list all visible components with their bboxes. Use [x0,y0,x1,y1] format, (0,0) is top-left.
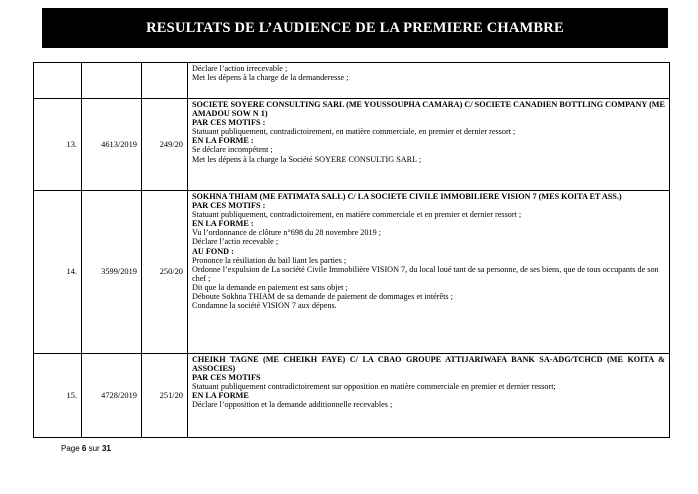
results-table [33,62,670,438]
repertoire-number [142,63,188,99]
page-title: RESULTATS DE L’AUDIENCE DE LA PREMIERE CHAMBRE [146,19,564,36]
section-heading: AU FOND : [192,246,234,256]
rg-number: 4613/2019 [82,99,142,191]
rg-number [82,63,142,99]
rg-number: 4728/2019 [82,354,142,438]
footer-page-total: 31 [101,444,111,453]
row-number: 13. [34,99,82,191]
decision-content [188,354,670,438]
decision-line: Condamne la société VISION 7 aux dépens. [192,301,337,311]
section-heading: EN LA FORME [192,391,249,401]
decision-line: Déboute Sokhna THIAM de sa demande de paiement de dommages et intérêts ; [192,292,453,302]
repertoire-number: 251/20 [142,354,188,438]
rg-number: 3599/2019 [82,191,142,354]
table-row [34,99,670,191]
row-number: 15. [34,354,82,438]
decision-line: Déclare l’action irrecevable ; [192,64,288,73]
page-title-banner [42,8,668,48]
decision-content [188,63,670,99]
table-row [34,354,670,438]
decision-line: Met les dépens à la charge la Société SOYERE CONSULTIG SARL ; [192,154,422,164]
decision-line: Déclare l’opposition et la demande additionnelle recevables ; [192,400,393,410]
decision-line: Statuant publiquement, contradictoirement, en matière commerciale et en premier et dernier ressort ; [192,210,522,220]
case-parties: SOCIETE SOYERE CONSULTING SARL (ME YOUSSOUPHA CAMARA) C/ SOCIETE CANADIEN BOTTLING COMPANY (ME AMADOU SOW N 1) [192,100,665,119]
table-row [34,191,670,354]
footer-separator: sur [88,444,100,453]
section-heading: PAR CES MOTIFS : [192,118,266,128]
row-number [34,63,82,99]
decision-line: Ordonne l’expulsion de La société Civile Immobilière VISION 7, du local loué tant de sa personne, de ses biens, que de tous occupants de son chef ; [192,264,659,283]
page-footer [61,444,111,453]
repertoire-number: 250/20 [142,191,188,354]
decision-content [188,191,670,354]
case-parties: SOKHNA THIAM (ME FATIMATA SALL) C/ LA SOCIETE CIVILE IMMOBILIERE VISION 7 (MES KOITA ET ASS.) [192,192,622,201]
section-heading: EN LA FORME : [192,219,254,229]
section-heading: EN LA FORME : [192,136,254,146]
footer-prefix: Page [61,444,80,453]
repertoire-number: 249/20 [142,99,188,191]
table-row [34,63,670,99]
decision-line: Met les dépens à la charge de la demanderesse ; [192,73,349,83]
decision-line: Prononce la résiliation du bail liant les parties ; [192,255,347,265]
section-heading: PAR CES MOTIFS [192,373,261,383]
footer-page-number: 6 [81,444,87,453]
decision-content [188,99,670,191]
decision-line: Se déclare incompétent ; [192,145,273,155]
case-parties: CHEIKH TAGNE (ME CHEIKH FAYE) C/ LA CBAO GROUPE ATTIJARIWAFA BANK SA-ADG/TCHCD (ME KOITA & ASSOCIES) [192,355,665,374]
decision-line: Vu l’ordonnance de clôture n°698 du 28 novembre 2019 ; [192,228,381,238]
decision-line: Dit que la demande en paiement est sans objet ; [192,282,348,292]
section-heading: PAR CES MOTIFS : [192,201,266,211]
decision-line: Statuant publiquement, contradictoirement, en matière commerciale, en premier et dernier ressort ; [192,127,516,137]
row-number: 14. [34,191,82,354]
decision-line: Déclare l’actio recevable ; [192,237,279,247]
decision-line: Statuant publiquement contradictoirement sur opposition en matière commerciale en premier et dernier ressort; [192,382,556,392]
